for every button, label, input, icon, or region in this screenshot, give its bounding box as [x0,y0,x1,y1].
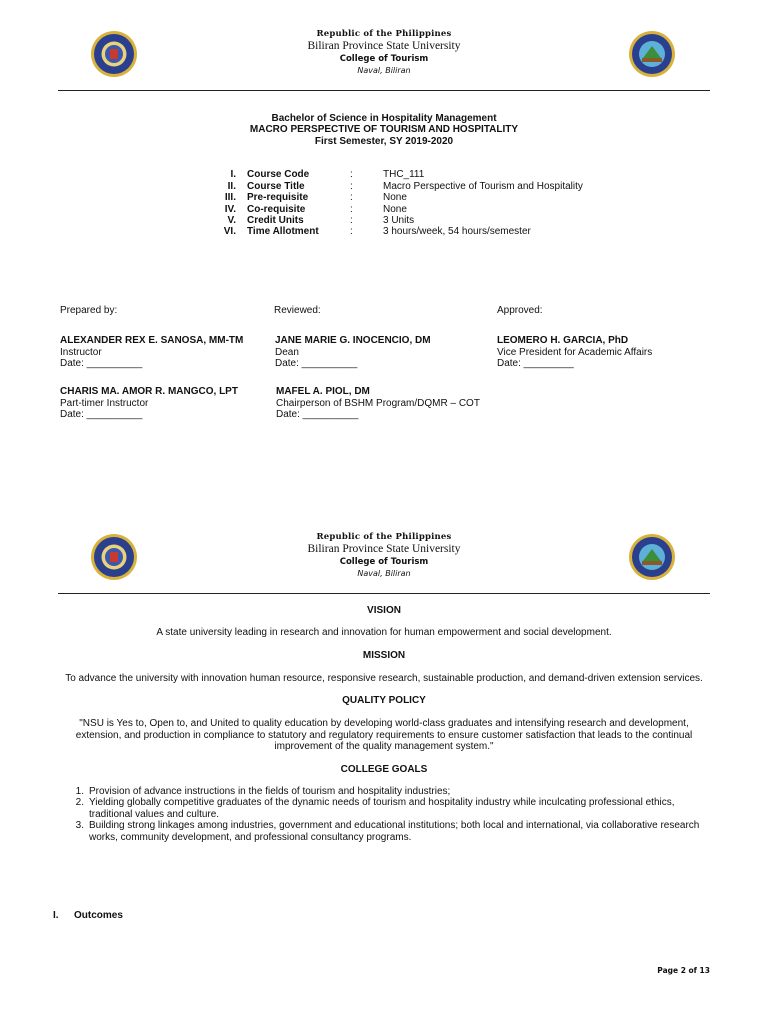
signatory-date: Date: __________ [60,358,143,369]
signatory-role: Chairperson of BSHM Program/DQMR – COT [276,397,480,409]
header-divider [58,593,710,594]
course-info-num: I. [230,169,236,180]
signatory-preparer-1 [60,335,243,370]
vision-text: A state university leading in research and innovation for human empowerment and social development. [156,627,612,638]
vision-heading: VISION [367,605,401,616]
course-info-value: THC_111 [383,169,425,180]
signatory-reviewer-1 [275,335,431,370]
republic-label: Republic of the Philippines [316,29,452,39]
header-divider [58,90,710,91]
page-number: Page 2 of 13 [657,966,710,975]
program-title: Bachelor of Science in Hospitality Management [271,113,497,124]
course-info-value: None [383,204,407,215]
outcomes-heading: Outcomes [74,910,123,921]
approved-label: Approved: [497,305,543,316]
goal-text: Yielding globally competitive graduates of the dynamic needs of tourism and hospitality industry while inculcating professional ethics, traditional values and culture. [89,797,675,820]
course-info-colon: : [350,204,353,215]
university-name: Biliran Province State University [307,543,461,555]
goal-number: 1. [75,786,84,797]
course-info-num: V. [227,215,236,226]
signatory-name: CHARIS MA. AMOR R. MANGCO, LPT [60,386,238,397]
mission-text: To advance the university with innovation human resource, responsive research, sustainable production, and demand-driven extension services. [65,673,703,684]
course-info-label: Co-requisite [247,204,306,215]
signatory-name: MAFEL A. PIOL, DM [276,386,370,397]
reviewed-label: Reviewed: [274,305,321,316]
semester-label: First Semester, SY 2019-2020 [314,136,454,147]
course-info-label: Credit Units [247,215,304,226]
course-info-value: Macro Perspective of Tourism and Hospitality [383,181,583,192]
university-name: Biliran Province State University [307,40,461,52]
course-title-heading: MACRO PERSPECTIVE OF TOURISM AND HOSPITALITY [249,124,519,135]
college-of-tourism-seal-logo [628,533,676,581]
signatory-reviewer-2 [276,386,480,421]
goal-number: 3. [75,820,84,831]
outcomes-number: I. [53,910,59,921]
goal-text: Building strong linkages among industries, government and educational institutions; both local and international, via collaborative research works, community development, and professional consultancy programs. [89,820,700,843]
goal-text: Provision of advance instructions in the fields of tourism and hospitality industries; [89,786,451,797]
course-info-label: Time Allotment [247,226,319,237]
republic-label: Republic of the Philippines [316,532,452,542]
signatory-date: Date: _________ [497,358,574,369]
course-info-num: II. [227,181,236,192]
location-label: Naval, Biliran [357,66,411,75]
course-info-colon: : [350,192,353,203]
course-info-label: Course Title [247,181,305,192]
signatory-date: Date: __________ [60,409,143,420]
course-info-value: None [383,192,407,203]
college-name: College of Tourism [339,54,429,64]
course-info-value: 3 Units [383,215,415,226]
course-info-colon: : [350,181,353,192]
signatory-role: Instructor [60,346,102,358]
quality-policy-text: "NSU is Yes to, Open to, and United to quality education by developing world-class graduates and intensifying research and development, extension, and production in compliance to statutory and regulatory requirements to ensure customer satisfaction that leads to the continual improvement of the quality management system." [75,718,693,752]
signatory-date: Date: __________ [275,358,358,369]
signatory-preparer-2 [60,386,238,421]
course-info-label: Pre-requisite [247,192,309,203]
signatory-name: ALEXANDER REX E. SANOSA, MM-TM [60,335,244,346]
course-info-num: IV. [224,204,236,215]
signatory-role: Dean [275,346,299,358]
signatory-name: LEOMERO H. GARCIA, PhD [497,335,629,346]
course-info-num: III. [224,192,236,203]
mission-heading: MISSION [362,650,406,661]
course-info-colon: : [350,226,353,237]
signatory-approver-1 [497,335,652,370]
course-info-label: Course Code [247,169,310,180]
signatory-role: Part-timer Instructor [60,397,149,409]
course-info-value: 3 hours/week, 54 hours/semester [383,226,531,237]
college-of-tourism-seal-logo [628,30,676,78]
course-info-colon: : [350,169,353,180]
signatory-name: JANE MARIE G. INOCENCIO, DM [275,335,431,346]
college-goals-heading: COLLEGE GOALS [340,764,428,775]
signatory-date: Date: __________ [276,409,359,420]
course-info-colon: : [350,215,353,226]
course-info-num: VI. [223,226,236,237]
location-label: Naval, Biliran [357,569,411,578]
goal-number: 2. [75,797,84,808]
prepared-by-label: Prepared by: [60,305,118,316]
quality-policy-heading: QUALITY POLICY [342,695,426,706]
college-name: College of Tourism [339,557,429,567]
signatory-role: Vice President for Academic Affairs [497,346,653,358]
